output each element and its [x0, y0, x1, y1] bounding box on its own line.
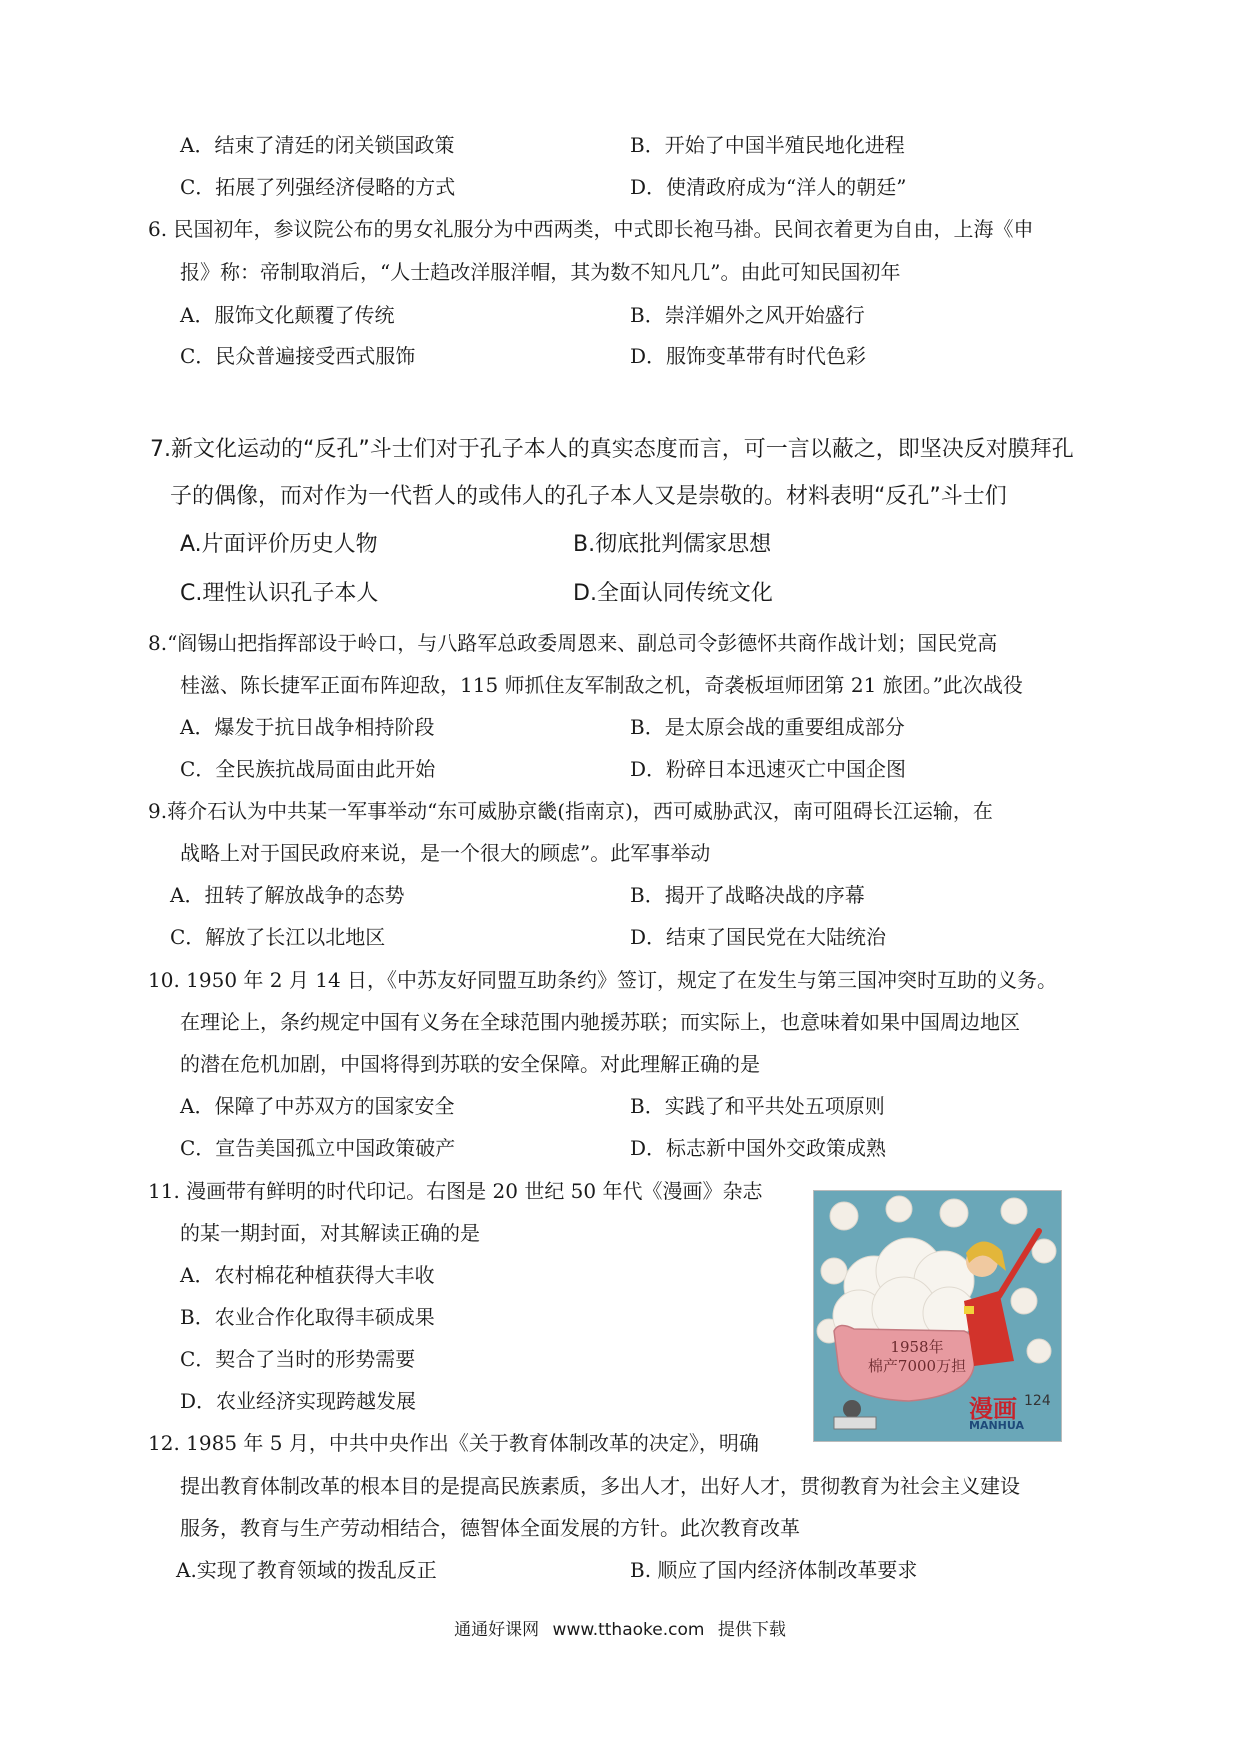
q8-stem-line2: 桂滋、陈长捷军正面布阵迎敌，115 师抓住友军制敌之机，奇袭板垣师团第 21 旅团。”此次战役	[180, 673, 1023, 697]
manhua-cover-image	[813, 1190, 1062, 1442]
q9-option-b: B．揭开了战略决战的序幕	[630, 883, 865, 907]
q7-option-a: A.片面评价历史人物	[180, 532, 378, 557]
q9-option-a: A．扭转了解放战争的态势	[170, 883, 405, 907]
q8-option-a: A．爆发于抗日战争相持阶段	[180, 715, 435, 739]
q5-option-d: D．使清政府成为“洋人的朝廷”	[630, 175, 907, 199]
flag-badge	[964, 1306, 974, 1314]
q11-stem-line2: 的某一期封面，对其解读正确的是	[180, 1221, 480, 1245]
q12-stem-line3: 服务，教育与生产劳动相结合，德智体全面发展的方针。此次教育改革	[180, 1516, 800, 1540]
small-figure	[843, 1400, 861, 1418]
q6-stem-line1: 6. 民国初年，参议院公布的男女礼服分为中西两类，中式即长袍马褂。民间衣着更为自由，上海《申	[148, 217, 1034, 241]
q12-option-a: A.实现了教育领域的拨乱反正	[176, 1558, 437, 1582]
q11-option-b: B．农业合作化取得丰硕成果	[180, 1305, 435, 1329]
q7-option-b: B.彻底批判儒家思想	[573, 532, 772, 557]
q10-stem-line2: 在理论上，条约规定中国有义务在全球范围内驰援苏联；而实际上，也意味着如果中国周边地区	[180, 1010, 1020, 1034]
q8-option-b: B．是太原会战的重要组成部分	[630, 715, 905, 739]
cover-magazine-en: MANHUA	[969, 1419, 1024, 1432]
q7-stem-line1: 7.新文化运动的“反孔”斗士们对于孔子本人的真实态度而言，可一言以蔽之，即坚决反对膜拜孔	[150, 437, 1074, 462]
q6-stem-line2: 报》称：帝制取消后，“人士趋改洋服洋帽，其为数不知凡几”。由此可知民国初年	[180, 260, 901, 284]
footer-note: 提供下载	[717, 1620, 786, 1640]
q5-option-b: B．开始了中国半殖民地化进程	[630, 133, 905, 157]
q7-option-d: D.全面认同传统文化	[573, 581, 773, 606]
q5-option-c: C．拓展了列强经济侵略的方式	[180, 175, 456, 199]
q6-option-c: C．民众普遍接受西式服饰	[180, 344, 416, 368]
q12-option-b: B. 顺应了国内经济体制改革要求	[630, 1558, 918, 1582]
q10-option-c: C．宣告美国孤立中国政策破产	[180, 1136, 456, 1160]
q11-option-a: A．农村棉花种植获得大丰收	[180, 1263, 435, 1287]
q12-stem-line2: 提出教育体制改革的根本目的是提高民族素质，多出人才，出好人才，贯彻教育为社会主义建设	[180, 1474, 1020, 1498]
q9-stem-line2: 战略上对于国民政府来说，是一个很大的顾虑”。此军事举动	[180, 841, 711, 865]
cover-magazine-title: 漫画	[969, 1394, 1017, 1423]
q6-option-b: B．崇洋媚外之风开始盛行	[630, 303, 865, 327]
footer-site-name: 通通好课网	[454, 1620, 540, 1640]
cover-year-label: 1958年	[890, 1338, 944, 1356]
cover-issue-number: 124	[1024, 1393, 1051, 1409]
q10-option-a: A．保障了中苏双方的国家安全	[180, 1094, 455, 1118]
q6-option-d: D．服饰变革带有时代色彩	[630, 344, 867, 368]
q5-option-a: A．结束了清廷的闭关锁国政策	[180, 133, 455, 157]
q6-option-a: A．服饰文化颠覆了传统	[180, 303, 395, 327]
q9-option-c: C．解放了长江以北地区	[170, 925, 386, 949]
q7-option-c: C.理性认识孔子本人	[180, 581, 379, 606]
q12-stem-line1: 12. 1985 年 5 月，中共中央作出《关于教育体制改革的决定》，明确	[148, 1431, 759, 1455]
q11-option-c: C．契合了当时的形势需要	[180, 1347, 416, 1371]
page-footer	[0, 1615, 1240, 1640]
q9-stem-line1: 9.蒋介石认为中共某一军事举动“东可威胁京畿(指南京)，西可威胁武汉，南可阻碍长江运输，在	[148, 799, 993, 823]
q10-stem-line3: 的潜在危机加剧，中国将得到苏联的安全保障。对此理解正确的是	[180, 1052, 760, 1076]
q7-stem-line2: 子的偶像，而对作为一代哲人的或伟人的孔子本人又是崇敬的。材料表明“反孔”斗士们	[170, 484, 1007, 509]
q8-option-c: C．全民族抗战局面由此开始	[180, 757, 436, 781]
q11-option-d: D．农业经济实现跨越发展	[180, 1389, 417, 1413]
q10-option-b: B．实践了和平共处五项原则	[630, 1094, 885, 1118]
footer-url-link[interactable]: www.tthaoke.com	[552, 1620, 705, 1640]
cover-yield-label: 棉产7000万担	[867, 1357, 967, 1375]
q11-stem-line1: 11. 漫画带有鲜明的时代印记。右图是 20 世纪 50 年代《漫画》杂志	[148, 1179, 763, 1203]
q10-stem-line1: 10. 1950 年 2 月 14 日，《中苏友好同盟互助条约》签订，规定了在发生与第三国冲突时互助的义务。	[148, 968, 1058, 992]
q8-option-d: D．粉碎日本迅速灭亡中国企图	[630, 757, 907, 781]
q10-option-d: D．标志新中国外交政策成熟	[630, 1136, 887, 1160]
q8-stem-line1: 8.“阎锡山把指挥部设于岭口，与八路军总政委周恩来、副总司令彭德怀共商作战计划；国民党高	[148, 631, 998, 655]
q9-option-d: D．结束了国民党在大陆统治	[630, 925, 887, 949]
